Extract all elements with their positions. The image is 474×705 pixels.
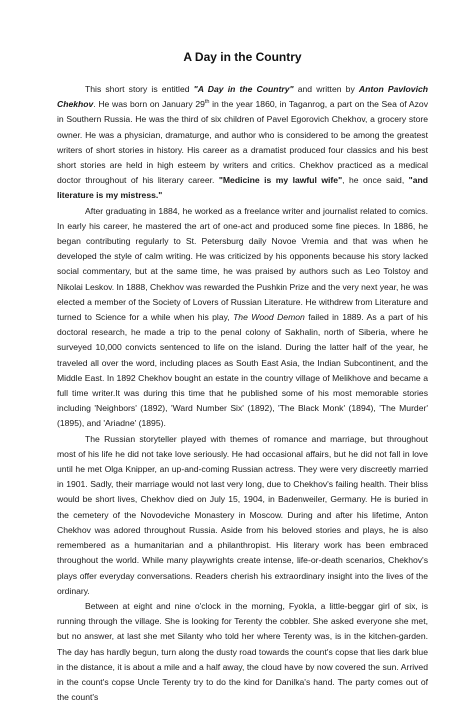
- text-run: , he once said,: [342, 175, 409, 186]
- play-title-italic: The Wood Demon: [233, 312, 305, 323]
- text-run: and written by: [293, 84, 359, 94]
- text-run: . He was born on January 29: [93, 99, 205, 110]
- paragraph-story-summary: Between at eight and nine o'clock in the morning, Fyokla, a little-beggar girl of six, is running through the village. She is looking for Terenty the cobbler. She asked everyone she met, but no answer, at last she met Silanty who told her where Terenty was, is in the kitchen-garden. The day has hardly begun, turn along the dusty road towards the count's copse that lies dark blue in the distance, it is about a mile and a half away, the cloud have by now covered the sun. Arrived in the count's copse Uncle Terenty try to do the kind for Danilka's hand. The party comes out of the count's: [57, 600, 428, 703]
- document-title: A Day in the Country: [183, 50, 302, 64]
- paragraph-personal-life: The Russian storyteller played with themes of romance and marriage, but throughout most of his life he did not take love seriously. He had occasional affairs, but he did not fall in love until he met Olga Knipper, an up-and-coming Russian actress. They were very discreetly married in 1901. Sadly, their marriage would not last very long, due to Chekhov's failing health. Their bliss would be short lives, Chekhov died on July 15, 1904, in Badenweiler, Germany. He is buried in the cemetery of the Novodeviche Monastery in Moscow. During and after his lifetime, Anton Chekhov was adored throughout Russia. Aside from his beloved stories and plays, he is also remembered as a humanitarian and a philanthropist. His literary work has been embraced throughout the world. While many playwrights create intense, life-or-death scenarios, Chekhov's plays offer everyday conversations. Readers cherish his extraordinary insight into the lives of the ordinary.: [57, 433, 428, 596]
- text-run: in the year 1860, in Taganrog, a part on the Sea of Azov in Southern Russia. He was the third of six children of Pavel Egorovich Chekhov, a grocery store owner. He was a physician, dramaturge, and author who is considered to be among the greatest writers of short stories in history. His career as a dramatist produced four classics and his best short stories are held in high esteem by writers and critics. Chekhov practiced as a medical doctor throughout of his literary career.: [57, 99, 428, 186]
- text-run: failed in 1889. As a part of his doctoral research, he made a trip to the penal colony of Sakhalin, north of Siberia, where he surveyed 10,000 convicts sentenced to life on the island. During the latter half of the year, he traveled all over the word, including places as South East Asia, the Indian Subcontinent, and the Middle East. In 1892 Chekhov bought an estate in the country village of Melikhove and became a full time writer.It was during this time that he published some of his most memorable stories including 'Neighbors' (1892), 'Ward Number Six' (1892), 'The Black Monk' (1894), 'The Murder' (1895), and 'Ariadne' (1895).: [57, 312, 428, 429]
- paragraph-biography: [57, 82, 428, 204]
- author-name-emphasis: Anton Pavlovich Chekhov: [57, 84, 428, 110]
- text-run: This short story is entitled: [85, 84, 194, 94]
- text-run: After graduating in 1884, he worked as a freelance writer and journalist related to comics. In early his career, he mastered the art of one-act and produced some fine pieces. In 1886, he began contributing regularly to St. Petersburg daily Novoe Vremia and that was when he developed the style of calm writing. He was criticized by his opponents because his story lacked social commentary, but at the same time, he was praised by authors such as Leo Tolstoy and Nikolai Leskov. In 1888, Chekhov was rewarded the Pushkin Prize and the very next year, he was elected a member of the Society of Lovers of Russian Literature. He withdrew from Literature and turned to Science for a while when his play,: [57, 205, 429, 323]
- paragraph-career: [57, 204, 428, 432]
- story-title-emphasis: "A Day in the Country": [193, 84, 294, 94]
- superscript: th: [204, 99, 210, 106]
- quote-emphasis: "Medicine is my lawful wife": [218, 175, 343, 186]
- quote-emphasis: "and literature is my mistress.": [57, 175, 429, 201]
